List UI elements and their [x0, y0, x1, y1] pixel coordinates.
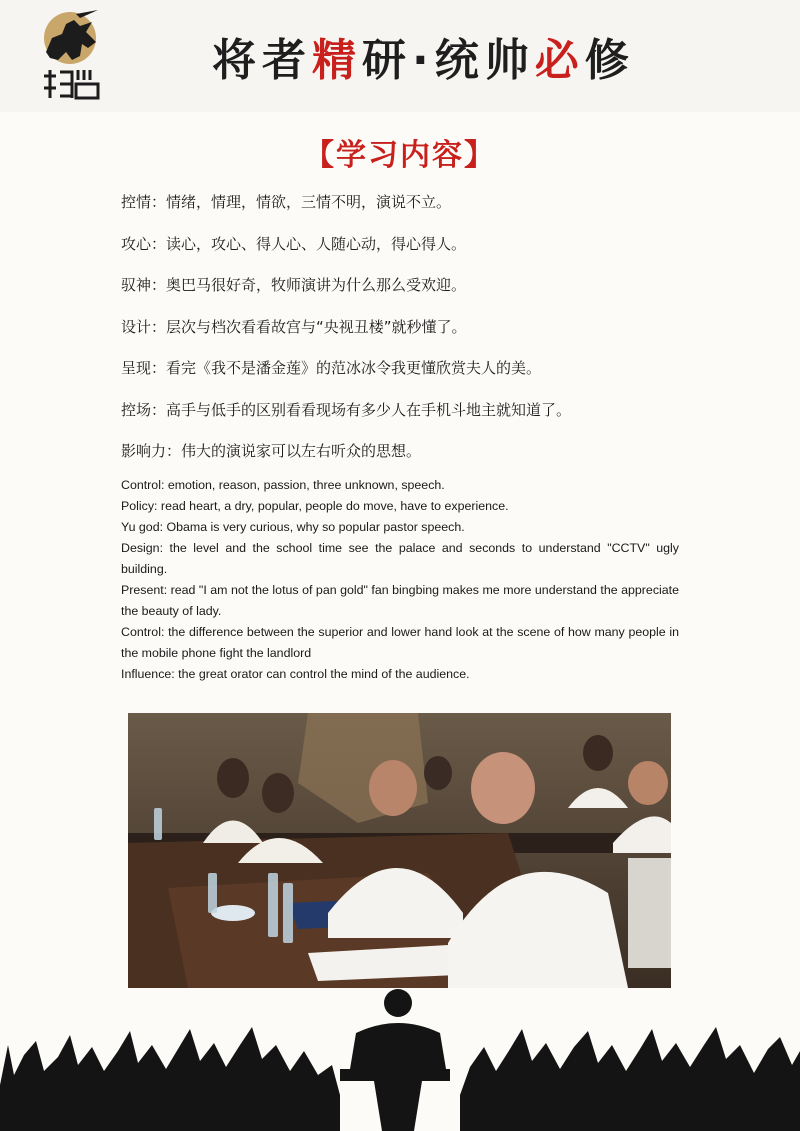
list-item: 影响力：伟大的演说家可以左右听众的思想。: [121, 442, 422, 460]
list-item: Yu god: Obama is very curious, why so popular pastor speech.: [121, 520, 465, 534]
list-item: 控情：情绪，情理，情欲，三情不明，演说不立。: [121, 193, 452, 211]
slogan-part-3: 研·统帅: [362, 35, 535, 86]
list-item: Control: the difference between the superior and lower hand look at the scene of how many people in the mobile phone fight the landlord: [121, 625, 679, 660]
slogan-part-2: 精: [312, 35, 362, 86]
list-item: Control: emotion, reason, passion, three unknown, speech.: [121, 478, 445, 492]
header-banner: [0, 0, 800, 112]
list-item: Design: the level and the school time see the palace and seconds to understand "CCTV" ugly building.: [121, 541, 679, 576]
list-item: 呈现：看完《我不是潘金莲》的范冰冰令我更懂欣赏夫人的美。: [121, 359, 542, 377]
slogan-part-5: 修: [584, 35, 635, 86]
english-content-list: [121, 475, 679, 685]
list-item: 攻心：读心，攻心、得人心、人随心动，得心得人。: [121, 234, 467, 253]
list-item: 驭神：奥巴马很好奇，牧师演讲为什么那么受欢迎。: [121, 276, 467, 294]
list-item: Present: read "I am not the lotus of pan gold" fan bingbing makes me more understand the appreciate the beauty of lady.: [121, 583, 679, 618]
list-item: Policy: read heart, a dry, popular, people do move, have to experience.: [121, 499, 509, 513]
speaker-crowd-silhouette-icon: [0, 985, 800, 1131]
list-item: 设计：层次与档次看看故宫与“央视丑楼”就秒懂了。: [121, 317, 467, 336]
warrior-horse-logo-icon: [36, 8, 108, 100]
chinese-content-list: [121, 190, 701, 481]
slogan: [212, 24, 635, 84]
list-item: 控场：高手与低手的区别看看现场有多少人在手机斗地主就知道了。: [121, 400, 572, 419]
list-item: Influence: the great orator can control the mind of the audience.: [121, 667, 470, 681]
classroom-photo-icon: [128, 713, 671, 988]
section-title: 【学习内容】: [304, 138, 496, 173]
slogan-part-1: 将者: [212, 35, 312, 86]
slogan-part-4: 必: [534, 35, 585, 86]
